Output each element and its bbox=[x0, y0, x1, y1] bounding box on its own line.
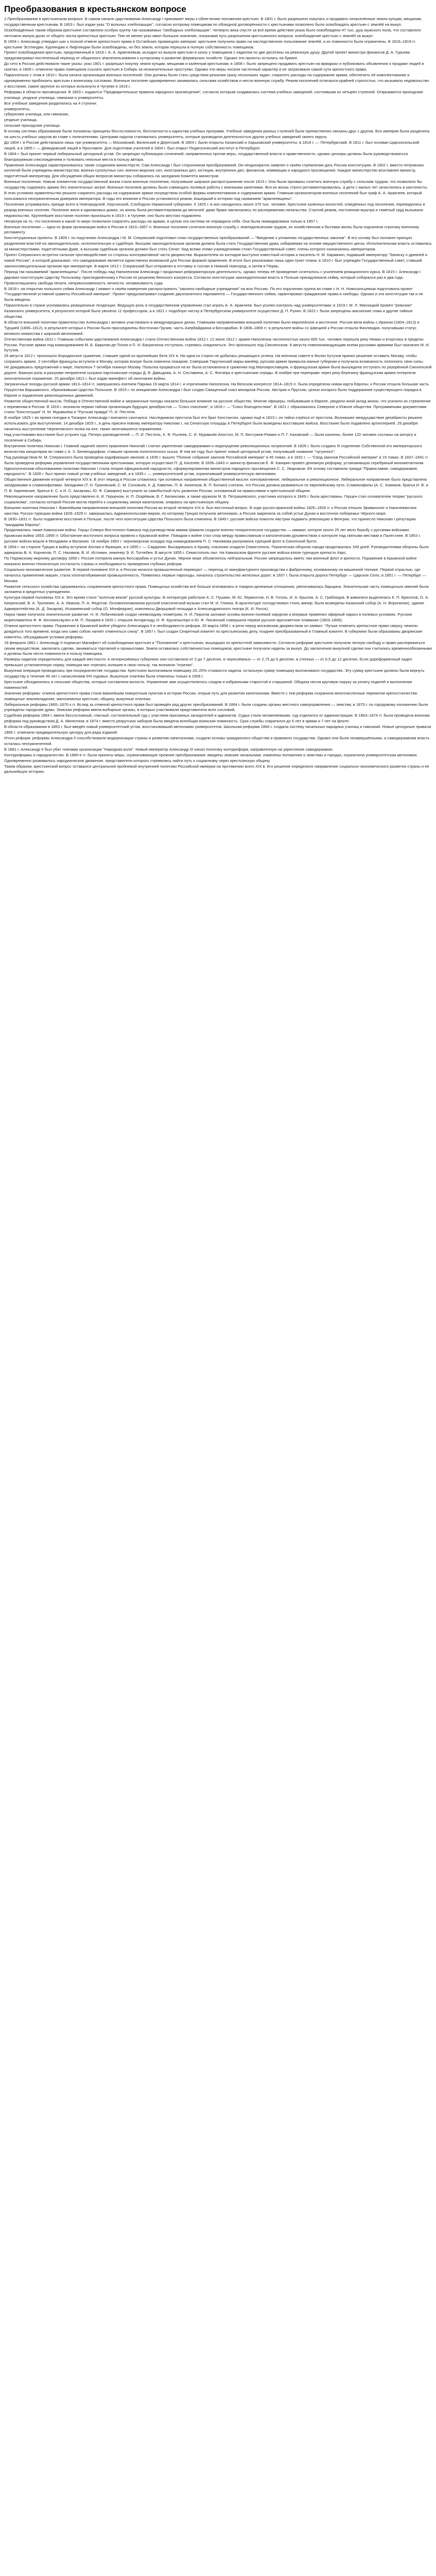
paragraph: Выкупная операция проводилась при посредничестве государства. Крестьяне выплачивали помещику 20–25% стоимости надела, остальную сумму помещику выплачивало государство. Эту сумму крестьяне должны были вернуть государству в течение 49 лет с начислением 6% годовых. Выкупные платежи были отменены только в 1906 г. bbox=[4, 668, 425, 679]
paragraph: В 1854 г. на стороне Турции в войну вступили Англия и Франция, а в 1855 г. — Сардиния. Высадившись в Крыму, союзники осадили Севастополь. Героическая оборона города продолжалась 349 дней. Руководителями обороны были адмиралы В. А. Корнилов, П. С. Нахимов, В. И. Истомин, инженер Э. И. Тотлебен. В августе 1855 г. Севастополь пал. На Кавказском фронте русские войска взяли турецкую крепость Карс. bbox=[4, 545, 429, 555]
paragraph: Крестьяне объединялись в сельские общества, которые составляли волости. Управление ими осуществлялось сходом и избранными старостой и старшиной. Община несла круговую поруку за уплату податей и выполнение повинностей. bbox=[4, 679, 412, 690]
paragraph: Правление Александра характеризовалось также созданием министерств. Сам Александр I был сторонником преобразований. Он неоднократно заявлял о своём стремлении дать России конституцию. В 1802 г. вместо петровских коллегий были учреждены министерства: военно-сухопутных сил, военно-морских сил, иностранных дел, юстиции, внутренних дел, финансов, коммерции и народного просвещения. Каждое министерство возглавлял министр, подотчётный императору. Для обсуждения общих вопросов министры собирались на заседания Комитета министров. bbox=[4, 162, 424, 179]
paragraph: 19 февраля 1861 г. Александр II подписал Манифест об освобождении крестьян и "Положения" о крестьянах, вышедших из крепостной зависимости. Согласно реформе крестьяне получали личную свободу и право распоряжаться своим имуществом, заключать сделки, заниматься торговлей и промыслами. Земля оставалась собственностью помещиков; крестьяне получали наделы за выкуп. До заключения выкупной сделки они считались временнообязанными и должны были нести повинности в пользу помещика. bbox=[4, 640, 432, 656]
paragraph: 2.Преобразования в крестьянском вопросе. В самом начале царствования Александр I принимает меры к облегчению положения крестьян. В 1801 г. было разрешено покупать и продавать незаселённые земли купцам, мещанам, государственным крестьянам. В 1803 г. был издан указ "О вольных хлебопашцах", согласно которому помещикам по обоюдной договорённости с крестьянами позволено было освобождать крестьян с землёй на выкуп. Освобождённые таким образом крестьяне составляли особую группу так называемых "свободных хлебопашцев". Четверть века спустя за всё время действия указа было освобождено 47 тыс. душ мужского пола, что составляло ничтожно малую долю от общего числа крепостных крестьян. Тем не менее указ имел большое значение, показывая путь разрешения крестьянского вопроса: освобождение крестьян с землёй за выкуп. bbox=[4, 16, 422, 38]
paragraph: По Парижскому мирному договору 1856 г. Россия потеряла южную Бессарабию и устье Дуная, Чёрное море объявлялось нейтральным: России запрещалось иметь там военный флот и крепости. Поражение в Крымской войне показало военно-техническую отсталость страны и необходимость проведения глубоких реформ. bbox=[4, 556, 417, 566]
paragraph: Конституционные проекты. В 1809 г. по поручению Александра I М. М. Сперанский подготовил план государственных преобразований — "Введение к уложению государственных законов". В его основу был положен принцип разделения властей на законодательную, исполнительную и судебную. Высшим законодательным органом должна была стать Государственная дума, избираемая на основе имущественного ценза. Исполнительная власть оставалась за министерствами, подотчётными Думе, а высшим судебным органом должен был стать Сенат. Над всеми этими учреждениями стоял Государственный совет, члены которого назначались императором. bbox=[4, 235, 432, 252]
paragraph: В 1818 г. на открытии польского сейма Александр I заявил о своём намерении распространить "законно-свободные учреждения" на всю Россию. По его поручению группа во главе с Н. Н. Новосильцевым подготовила проект "Государственной уставной грамоты Российской империи". Проект предусматривал создание двухпалатного парламента — Государственного сейма, гарантировал гражданские права и свободы. Однако и эта конституция так и не была введена. bbox=[4, 286, 423, 302]
paragraph: Развитие сельского хозяйства сдерживалось сохранением крепостного права. Помещичьи хозяйства всё больше втягивались в товарно-денежные отношения, увеличивалась барщина. Значительная часть помещичьих имений была заложена в кредитных учреждениях. bbox=[4, 584, 429, 595]
paragraph: Параллельно в стране усиливались реакционные тенденции. Ведущую роль в государственном управлении стал играть А. А. Аракчеев. Был усилен контроль над университетами: в 1819 г. М. Л. Магницкий провёл "ревизию" Казанского университета, в результате которой было уволено 11 профессоров, а в 1821 г. подобную чистку в Петербургском университете осуществил Д. П. Рунич. В 1822 г. были запрещены масонские ложи и другие тайные общества. bbox=[4, 303, 413, 319]
paragraph: В 1881 г. Александр II был убит членами организации "Народная воля". Новый император Александр III начал политику контрреформ, направленную на укрепление самодержавия. bbox=[4, 747, 334, 752]
page-title: Преобразования в крестьянском вопросе bbox=[4, 4, 186, 14]
paragraph: сельские приходские училища. bbox=[4, 123, 61, 128]
paragraph: университеты, bbox=[4, 106, 31, 111]
paragraph: Либеральные реформы 1860–1870-х гг. Вслед за отменой крепостного права был проведён ряд других преобразований. В 1864 г. были созданы органы местного самоуправления — земства; в 1870 г. по городовому положению были учреждены городские думы. Земская реформа ввела выборные органы, в которых участвовали представители всех сословий. bbox=[4, 702, 428, 713]
paragraph: Военные поселения. Новым элементом государственной жизни стали военные поселения, получившие широкое распространение после 1815 г. Они были призваны сочетать военную службу с сельским трудом, что позволяло бы государству содержать армию без значительных затрат. Военные поселяне должны были совмещать полевые работы с военными занятиями. Вся их жизнь строго регламентировалась, а дети с малых лет зачислялись в кантонисты. bbox=[4, 179, 428, 190]
paragraph: В 1830–1831 гг. было подавлено восстание в Польше, после чего конституция Царства Польского была отменена. В 1849 г. русские войска помогли Австрии подавить революцию в Венгрии, что принесло Николаю I репутацию "жандарма Европы". bbox=[4, 516, 416, 527]
paragraph: В этих условиях правительство решило сократить расходы на содержание армии посредством особой формы комплектования и содержания армии. Главным организатором военных поселений был граф А. А. Аракчеев, который пользовался неограниченным доверием императора. В годы его влияния в России установился режим, вошедший в историю под названием "аракчеевщины". bbox=[4, 191, 422, 201]
paragraph: Наука также получила значительное развитие. Н. И. Лобачевский создал неевклидову геометрию, Н. И. Пирогов заложил основы военно-полевой хирургии и впервые применил эфирный наркоз в полевых условиях. Русские мореплаватели Ф. Ф. Беллинсгаузен и М. П. Лазарев в 1820 г. открыли Антарктиду, И. Ф. Крузенштерн и Ю. Ф. Лисянский совершили первое русское кругосветное плавание (1803–1806). bbox=[4, 612, 412, 622]
paragraph: Проект освобождения крестьян, предложенный в 1818 г. А. А. Аракчеевым, исходил из выкупа крестьян в казну у помещиков с наделом по две десятины на ревизскую душу. Другой проект министра финансов Д. А. Гурьева предусматривал постепенный переход от общинного землепользования к хуторскому и развитие фермерских хозяйств. Однако эти проекты остались на бумаге. bbox=[4, 50, 410, 61]
paragraph: Отмена крепостного права. Поражение в Крымской войне убедило Александра II в необходимости реформ. 30 марта 1856 г. в речи перед московским дворянством он заявил: "Лучше отменить крепостное право сверху, нежели дождаться того времени, когда оно само собою начнёт отменяться снизу". В 1857 г. был создан Секретный комитет по крестьянскому делу, позднее преобразованный в Главный комитет. В губерниях были образованы дворянские комитеты, обсуждавшие условия реформы. bbox=[4, 623, 423, 639]
paragraph: Продолжалась также Кавказская война. Горцы Северо-Восточного Кавказа под руководством имама Шамиля создали военно-теократическое государство — имамат, которое около 25 лет вело борьбу с русскими войсками. bbox=[4, 528, 410, 533]
paragraph: Проект Сперанского встретил сильное противодействие со стороны консервативной части дворянства. Выразителем их взглядов выступил известный историк и писатель Н. М. Карамзин, подавший императору "Записку о древней и новой России", в которой доказывал, что самодержавие является единственно возможной для России формой правления. В итоге был реализован лишь один пункт плана: в 1810 г. был учреждён Государственный совет, ставший законосовещательным органом при императоре. В марте 1812 г. Сперанский был отправлен в отставку и сослан в Нижний Новгород, а затем в Пермь. bbox=[4, 252, 427, 268]
paragraph: Несмотря на то, что поселения в какой-то мере позволили сократить расходы на армию, в целом эта система не оправдала себя. Она была ликвидирована только в 1857 г. bbox=[4, 218, 319, 224]
paragraph: Судебная реформа 1864 г. ввела бессословный, гласный, состязательный суд с участием присяжных заседателей и адвокатов. Судьи стали несменяемыми, суд отделялся от администрации. В 1863–1874 гг. была проведена военная реформа под руководством Д. А. Милютина; в 1874 г. вместо рекрутских наборов была введена всеобщая воинская повинность. Срок службы сократился до 6 лет в армии и 7 лет на флоте. bbox=[4, 713, 430, 724]
paragraph: Над участниками восстания был устроен суд. Пятеро руководителей — П. И. Пестель, К. Ф. Рылеев, С. И. Муравьёв-Апостол, М. П. Бестужев-Рюмин и П. Г. Каховский — были казнены, более 120 человек сосланы на каторгу и поселение в Сибирь. bbox=[4, 432, 416, 443]
paragraph: губернские училища, или гимназии, bbox=[4, 112, 69, 117]
paragraph: Отечественная война 1812 г. Главным событием царствования Александра I стала Отечественная война 1812 г. 12 июня 1812 г. армия Наполеона численностью около 600 тыс. человек перешла реку Неман и вторглась в пределы России. Русские армии под командованием М. Б. Барклая-де-Толли и П. И. Багратиона отступали, стремясь соединиться. Это произошло под Смоленском. 8 августа главнокомандующим всеми русскими армиями был назначен М. И. Кутузов. bbox=[4, 336, 430, 353]
paragraph: Контрреформы и народничество. В 1880-е гг. были приняты меры, ограничивающие прежние преобразования: введены земские начальники, изменены положения о земствах и городах, ограничена университетская автономия. Одновременно развивалось народническое движение, представители которого стремились найти путь к социализму через крестьянскую общину. bbox=[4, 752, 418, 763]
paragraph: Все учебные заведения разделялись на 4 ступени: bbox=[4, 100, 97, 106]
paragraph: В ноябре 1825 г. во время поездки в Таганрог Александр I внезапно скончался. Наследником престола был его брат Константин, однако ещё в 1823 г. он тайно отрёкся от престола. Возникшее междуцарствие декабристы решили использовать для выступления. 14 декабря 1825 г., в день присяги новому императору Николаю I, на Сенатскую площадь в Петербурге были выведены восставшие войска. Восстание было подавлено артиллерией. 29 декабря началось выступление Черниговского полка на юге, также окончившееся поражением. bbox=[4, 415, 422, 432]
article-body bbox=[4, 16, 432, 775]
paragraph: Внутренняя политика Николая I. Главной задачей своего правления Николай I считал укрепление самодержавия и недопущение революционных потрясений. В 1826 г. было создано III отделение Собственной его императорского величества канцелярии во главе с А. Х. Бенкендорфом, ставшее органом политического сыска. В том же году был принят новый цензурный устав, получивший название "чугунного". bbox=[4, 443, 422, 454]
paragraph: Культура первой половины XIX в. Это время стало "золотым веком" русской культуры. В литературе работали А. С. Пушкин, М. Ю. Лермонтов, Н. В. Гоголь, И. А. Крылов, А. С. Грибоедов. В живописи выделялись К. П. Брюллов, О. А. Кипренский, В. А. Тропинин, А. А. Иванов, П. А. Федотов. Основоположником русской классической музыки стал М. И. Глинка. В архитектуре господствовал стиль ампир; были возведены Казанский собор (А. Н. Воронихин), здание Адмиралтейства (А. Д. Захаров), Исаакиевский собор (О. Монферран), комплексы Дворцовой площади и Александринского театра (К. И. Росси). bbox=[4, 595, 429, 612]
paragraph: 26 августа 1812 г. произошло Бородинское сражение, ставшее одной из крупнейших битв XIX в. Ни одна из сторон не добилась решающего успеха. На военном совете в Филях Кутузов принял решение оставить Москву, чтобы сохранить армию. 2 сентября французы вступили в Москву, которая вскоре была охвачена пожаром. Совершив Тарутинский марш-манёвр, русская армия прикрыла южные губернии и получила возможность пополнить свои силы. bbox=[4, 353, 424, 364]
paragraph: Социально-экономическое развитие. В первой половине XIX в. в России начался промышленный переворот — переход от мануфактурного производства к фабричному, основанному на машинной технике. Первой отраслью, где началось применение машин, стала хлопчатобумажная промышленность. Появились первые пароходы, началось строительство железных дорог: в 1837 г. была открыта дорога Петербург — Царское Село, в 1851 г. — Петербург — Москва. bbox=[4, 567, 426, 583]
paragraph: В области внешней политики правительство Александра I активно участвовало в международных делах. Главными направлениями внешней политики были европейское и восточное. Россия вела войны с Ираном (1804–1813) и Турцией (1806–1812), в результате которых к России были присоединены Восточная Грузия, часть Азербайджана и Бессарабия. В 1808–1809 гг. в результате войны со Швецией к России отошла Финляндия, получившая статус великого княжества с широкой автономией. bbox=[4, 319, 420, 336]
paragraph: Общественное движение второй четверти XIX в. В этот период в России сложились три основных направления общественной мысли: консервативное, либеральное и революционное. Либеральное направление было представлено западниками и славянофилами. Западники (Т. Н. Грановский, С. М. Соловьёв, К. Д. Кавелин, П. В. Анненков, В. П. Боткин) считали, что Россия должна развиваться по европейскому пути. Славянофилы (А. С. Хомяков, братья И. В. и П. В. Киреевские, братья К. С. и И. С. Аксаковы, Ю. Ф. Самарин) выступали за самобытный путь развития России, основанный на православии и крестьянской общине. bbox=[4, 477, 428, 494]
paragraph: Внешняя политика Николая I. Важнейшим направлением внешней политики России во второй четверти XIX в. был восточный вопрос. В ходе русско-иранской войны 1826–1828 гг. к России отошли Эриванское и Нахичеванское ханства. Русско-турецкая война 1828–1829 гг. завершилась Адрианопольским миром, по которому Греция получила автономию, а Россия закрепила за собой устье Дуная и восточное побережье Чёрного моря. bbox=[4, 505, 417, 516]
paragraph: Заграничные походы русской армии 1813–1814 гг. завершились взятием Парижа 19 марта 1814 г. и отречением Наполеона. На Венском конгрессе 1814–1815 гг. была определена новая карта Европы; к России отошла большая часть Герцогства Варшавского, образовавшая Царство Польское. В 1815 г. по инициативе Александра I был создан Священный союз монархов России, Австрии и Пруссии, целью которого было поддержание существующего порядка в Европе и подавление революционных движений. bbox=[4, 381, 429, 398]
paragraph: В 1804 г. Александр утвердил шаг к полной отмене крепостного права в Остзейских провинциях империи: крестьяне получили право на наследственное пользование землёй, а их повинности были ограничены. В 1816–1819 гг. крестьяне Эстляндии, Курляндии и Лифляндии были освобождены, но без земли, которая перешла в полную собственность помещиков. bbox=[4, 39, 416, 49]
paragraph: Размеры наделов определялись для каждой местности: в нечернозёмных губерниях они составляли от 3 до 7 десятин, в чернозёмных — от 2,75 до 6 десятин, в степных — от 6,5 до 12 десятин. Если дореформенный надел превышал установленную норму, помещик мог отрезать излишек в свою пользу; так возникли "отрезки". bbox=[4, 657, 412, 668]
paragraph: Итоги реформ: реформы Александра II способствовали модернизации страны и развитию капитализма, создали основы гражданского общества и правового государства. Однако они были незавершёнными, а самодержавная власть осталась неограниченной. bbox=[4, 736, 430, 746]
paragraph: Значение реформы: отмена крепостного права стала важнейшим поворотным пунктом в истории России, открыв путь для развития капитализма. Вместе с тем реформа сохранила многочисленные пережитки крепостничества: помещичье землевладение, малоземелье крестьян, общину, выкупные платежи. bbox=[4, 690, 418, 701]
paragraph: Таким образом, крестьянский вопрос оставался центральной проблемой внутренней политики Российской империи на протяжении всего XIX в. Его решение определило направление социально-экономического развития страны и её дальнейшую историю. bbox=[4, 764, 429, 774]
paragraph: Реформы в области просвещения. В 1803 г. издаются "Предварительные правила народного просвещения", согласно которым создавалась система учебных заведений, состоявшая из четырёх ступеней. Открываются приходские училища, уездные училища, гимназии и университеты. bbox=[4, 89, 423, 100]
paragraph: Революционное направление было представлено А. И. Герценом, Н. П. Огарёвым, В. Г. Белинским, а также кружком М. В. Петрашевского, участники которого в 1849 г. были арестованы. Герцен стал основателем теории "русского социализма", согласно которой Россия могла перейти к социализму, минуя капитализм, опираясь на крестьянскую общину. bbox=[4, 494, 423, 504]
paragraph: Крымская война 1853–1856 гг. Обострение восточного вопроса привело к Крымской войне. Поводом к войне стал спор между православным и католическим духовенством о контроле над святыми местами в Палестине. В 1853 г. русские войска вошли в Молдавию и Валахию. 18 ноября 1853 г. черноморская эскадра под командованием П. С. Нахимова разгромила турецкий флот в Синопской бухте. bbox=[4, 533, 421, 544]
paragraph: В 1804 г. был принят первый либеральный цензурный устав. Он запрещал публикацию сочинений, направленных против веры, государственной власти и нравственности, однако цензоры должны были руководствоваться благоразумным снисхождением и толковать неясные места в пользу автора. bbox=[4, 151, 408, 162]
paragraph: До 1804 г. в России действовали лишь три университета — Московский, Виленский и Дерптский. В 1804 г. были открыты Казанский и Харьковский университеты, в 1819 г. — Петербургский. В 1811 г. был основан Царскосельский лицей, а в 1805 г. — Демидовский лицей в Ярославле. Для подготовки учителей в 1804 г. был открыт Педагогический институт в Петербурге. bbox=[4, 140, 420, 150]
paragraph: Поселения устраивались прежде всего в Новгородской, Херсонской, Слободско-Украинской губерниях. К 1825 г. в них находилось около 375 тыс. человек. Крестьяне казённых волостей, отведённых под поселения, переводились в разряд военных поселян. Поселяне жили в одинаковых домах, их жизнь была регламентирована до мелочей: даже браки заключались по распоряжению начальства. Строгий режим, постоянная муштра и тяжёлый труд вызывали недовольство. Крупнейшее восстание поселян произошло в 1819 г. в Чугуеве; оно было жестоко подавлено. bbox=[4, 201, 425, 218]
paragraph: В основу системы образования были положены принципы бессословности, бесплатности и единства учебных программ. Учебные заведения разных ступеней были преемственно связаны друг с другом. Вся империя была разделена на шесть учебных округов во главе с попечителями. Центрами округов становились университеты, которые руководили деятельностью других учебных заведений своего округа. bbox=[4, 129, 430, 140]
paragraph: Период так называемой "аракчеевщины". После победы над Наполеоном Александр I продолжил реформаторскую деятельность, однако теперь её проведение сочеталось с усилением реакционного курса. В 1815 г. Александр I даровал конституцию Царству Польскому, присоединённому к России по решению Венского конгресса. Согласно конституции законодательная власть в Польше принадлежала сейму, который собирался раз в два года. Провозглашались свобода печати, неприкосновенность личности, независимость суда. bbox=[4, 269, 421, 285]
paragraph: До сего в России действовали такие указы: указ 1801 г. разрешал покупку земли купцам, мещанам и казённым крестьянам; в 1808 г. было запрещено продавать крестьян на ярмарках и публиковать объявления о продаже людей в газетах; в 1809 г. отменено право помещиков ссылать крестьян в Сибирь за незначительные проступки. Однако эти меры носили частичный характер и не затрагивали самой сути крепостного права. bbox=[4, 61, 424, 72]
paragraph: В области образования в 1863 г. был введён новый университетский устав, восстановивший автономию университетов. Школьная реформа 1864 г. создала систему начальных народных училищ и гимназий. Новые цензурные правила 1865 г. отменили предварительную цензуру для ряда изданий. bbox=[4, 724, 431, 735]
paragraph: Под руководством М. М. Сперанского была проведена кодификация законов: в 1830 г. вышло "Полное собрание законов Российской империи" в 45 томах, а в 1832 г. — "Свод законов Российской империи" в 15 томах. В 1837–1841 гг. была проведена реформа управления государственными крестьянами, которую осуществил П. Д. Киселёв. В 1839–1843 гг. министр финансов Е. Ф. Канкрин провёл денежную реформу, установившую серебряный монометаллизм. bbox=[4, 454, 429, 465]
paragraph: Военные поселения — одна из форм организации войск в России в 1810–1857 гг. Военные поселяне сочетали военную службу с земледельческим трудом, их хозяйственная и бытовая жизнь была подчинена строгому военному регламенту. bbox=[4, 224, 420, 235]
paragraph: Параллельно с этим в 1810 г. была начата организация военных поселений. Они должны были стать средством решения сразу нескольких задач: сократить расходы на содержание армии, обеспечить её комплектование и одновременно приблизить крестьян к воинскому сословию. Военные поселяне одновременно занимались сельским хозяйством и несли военную службу. Режим поселений отличался крайней строгостью, что вызывало недовольство и восстания, самое крупное из которых вспыхнуло в Чугуеве в 1819 г. bbox=[4, 73, 429, 89]
paragraph: уездные училища, bbox=[4, 117, 38, 123]
paragraph: Не дождавшись предложений о мире, Наполеон 7 октября покинул Москву. Попытка прорваться на юг была остановлена в сражении под Малоярославцем, и французская армия была вынуждена отступать по разорённой Смоленской дороге. Важную роль в разгроме неприятеля сыграли партизанские отряды Д. В. Давыдова, А. Н. Сеславина, А. С. Фигнера и крестьянские отряды. В ноябре при переправе через реку Березину французская армия потерпела окончательное поражение. 25 декабря 1812 г. был издан манифест об окончании войны. bbox=[4, 365, 432, 381]
paragraph: Развитие общественной мысли. Победа в Отечественной войне и заграничные походы оказали большое влияние на русское общество. Многие офицеры, побывавшие в Европе, увидели иной уклад жизни, что усилило их стремление к переменам в России. В 1816 г. возникла первая тайная организация будущих декабристов — "Союз спасения", в 1818 г. — "Союз благоденствия". В 1821 г. образовались Северное и Южное общества. Программными документами стали "Конституция" Н. М. Муравьёва и "Русская правда" П. И. Пестеля. bbox=[4, 398, 431, 415]
paragraph: Идеологическим обоснованием политики Николая I стала теория официальной народности, сформулированная министром народного просвещения С. С. Уваровым. Её основу составляла триада "Православие, самодержавие, народность". В 1828 г. был принят новый устав учебных заведений, а в 1835 г. — университетский устав, ограничивший университетскую автономию. bbox=[4, 466, 418, 477]
